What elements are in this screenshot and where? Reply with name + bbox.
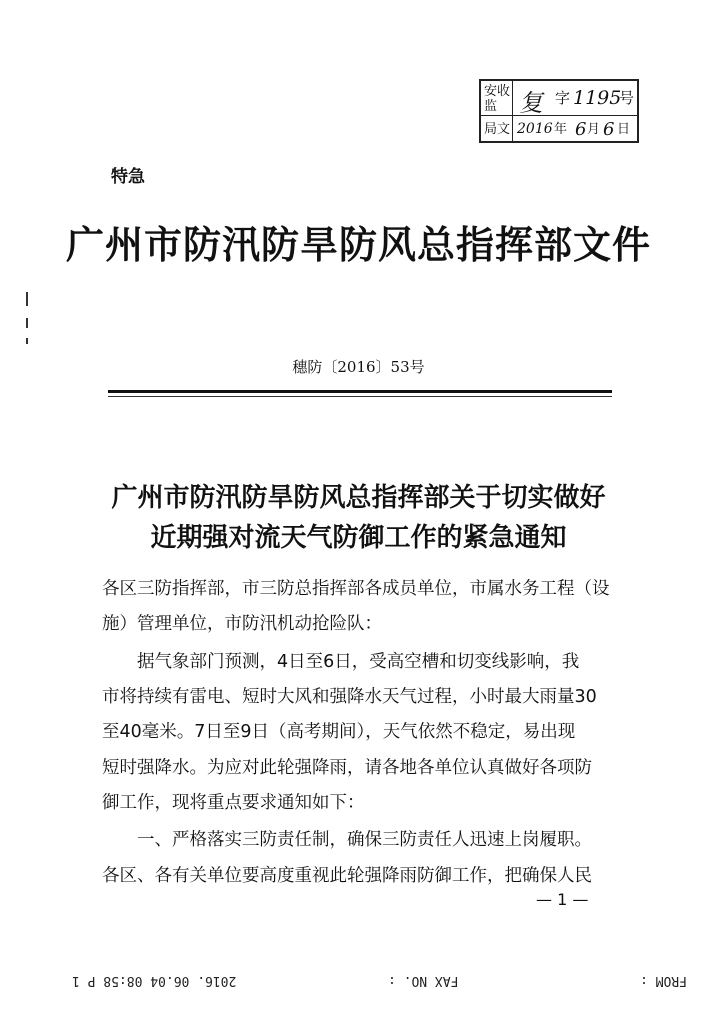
stamp-ri: 日 [617, 122, 631, 137]
header-rule-thick [108, 390, 612, 393]
stamp-label-bureau: 局文 [484, 122, 511, 137]
body-line: 据气象部门预测，4日至6日，受高空槽和切变线影响，我 [102, 652, 580, 672]
document-header-title: 广州市防汛防旱防风总指挥部文件 [65, 222, 651, 267]
body-line: 短时强降水。为应对此轮强降雨，请各地各单位认真做好各项防 [102, 758, 592, 778]
body-line: 市将持续有雷电、短时大风和强降水天气过程，小时最大雨量30 [102, 687, 597, 707]
stamp-category: 复 [519, 89, 543, 117]
margin-mark [26, 338, 28, 344]
stamp-nian: 年 [554, 122, 568, 137]
header-rule-thin [108, 396, 612, 397]
body-line: 御工作，现将重点要求通知如下： [102, 793, 365, 813]
urgency-label: 特急 [111, 167, 145, 187]
fax-number: FAX NO. : [388, 973, 459, 988]
body-line: 各区、各有关单位要高度重视此轮强降雨防御工作，把确保人民 [102, 866, 592, 886]
stamp-label-supervise: 监 [484, 99, 498, 114]
body-line: 至40毫米。7日至9日（高考期间），天气依然不稳定，易出现 [102, 722, 576, 742]
stamp-serial: 1195 [573, 87, 622, 109]
margin-mark [26, 318, 28, 328]
page-number: — 1 — [536, 890, 589, 909]
fax-header-strip [0, 973, 717, 993]
stamp-yue: 月 [587, 122, 601, 137]
margin-mark [26, 292, 28, 306]
notice-title-line-2: 近期强对流天气防御工作的紧急通知 [150, 523, 567, 553]
stamp-year: 2016 [517, 121, 553, 137]
stamp-month: 6 [575, 119, 587, 140]
notice-title-line-1: 广州市防汛防旱防风总指挥部关于切实做好 [111, 483, 606, 513]
stamp-zi: 字 [555, 89, 571, 107]
document-number: 穗防〔2016〕53号 [292, 358, 425, 376]
body-line: 各区三防指挥部，市三防总指挥部各成员单位，市属水务工程（设 [102, 579, 610, 599]
fax-datetime: 2016. 06.04 08:58 P 1 [72, 973, 237, 988]
fax-from: FROM : [640, 973, 687, 988]
body-line: 一、严格落实三防责任制，确保三防责任人迅速上岗履职。 [102, 830, 592, 850]
stamp-hao: 号 [619, 89, 635, 107]
receipt-stamp [479, 79, 639, 143]
stamp-label-receive: 安收 [484, 84, 511, 99]
body-line: 施）管理单位，市防汛机动抢险队： [102, 614, 382, 634]
stamp-day: 6 [603, 119, 615, 140]
